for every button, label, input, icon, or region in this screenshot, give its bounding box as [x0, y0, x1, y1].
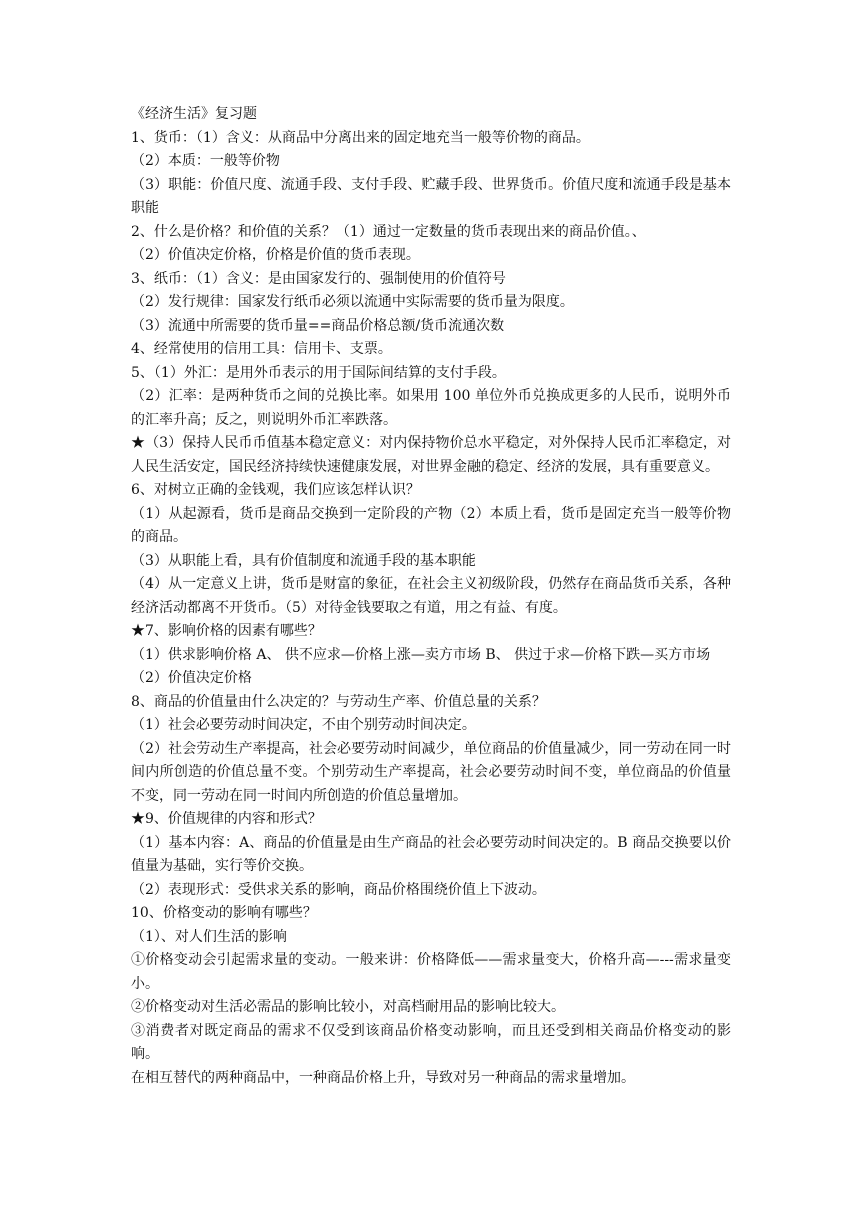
text-line: （1）从起源看，货币是商品交换到一定阶段的产物（2）本质上看，货币是固定充当一般等价物的商品。 [131, 505, 731, 545]
text-line: 6、对树立正确的金钱观，我们应该怎样认识？ [131, 482, 420, 498]
text-line: 在相互替代的两种商品中，一种商品价格上升，导致对另一种商品的需求量增加。 [131, 1069, 635, 1086]
text-line: ③消费者对既定商品的需求不仅受到该商品价格变动影响，而且还受到相关商品价格变动的影响。 [131, 1022, 731, 1062]
text-line: （2）发行规律：国家发行纸币必须以流通中实际需要的货币量为限度。 [131, 294, 574, 310]
text-line: （1）供求影响价格 A、 供不应求—价格上涨—卖方市场 B、 供过于求—价格下跌—买方市场 [131, 646, 711, 663]
text-line: 4、经常使用的信用工具：信用卡、支票。 [131, 341, 392, 357]
text-line: （2）表现形式：受供求关系的影响，商品价格围绕价值上下波动。 [131, 881, 546, 898]
text-line: 3、纸币：（1）含义：是由国家发行的、强制使用的价值符号 [131, 270, 506, 287]
document-page [131, 103, 731, 1090]
text-line: （1）基本内容：A、商品的价值量是由生产商品的社会必要劳动时间决定的。B 商品交换要以价值量为基础，实行等价交换。 [131, 834, 731, 874]
text-line: （2）汇率：是两种货币之间的兑换比率。如果用 100 单位外币兑换成更多的人民币，说明外币的汇率升高；反之，则说明外币汇率跌落。 [131, 388, 731, 428]
document-title: 《经济生活》复习题 [131, 106, 257, 122]
text-line: （4）从一定意义上讲，货币是财富的象征，在社会主义初级阶段，仍然存在商品货币关系，各种经济活动都离不开货币。（5）对待金钱要取之有道，用之有益、有度。 [131, 576, 731, 616]
text-line: （2）价值决定价格，价格是价值的货币表现。 [131, 247, 420, 263]
text-line: （3）职能：价值尺度、流通手段、支付手段、贮藏手段、世界货币。价值尺度和流通手段是基本职能 [131, 176, 731, 216]
text-line: （2）本质：一般等价物 [131, 153, 280, 169]
text-line: （2）价值决定价格 [131, 670, 252, 686]
text-line: ②价格变动对生活必需品的影响比较小，对高档耐用品的影响比较大。 [131, 999, 565, 1015]
text-line: （2）社会劳动生产率提高，社会必要劳动时间减少，单位商品的价值量减少，同一劳动在同一时间内所创造的价值总量不变。个别劳动生产率提高，社会必要劳动时间不变，单位商品的价值量不变，同一劳动在同一时间内所创造的价值总量增加。 [131, 740, 731, 804]
text-line: 2、什么是价格？和价值的关系？（1）通过一定数量的货币表现出来的商品价值。、 [131, 223, 646, 240]
text-line: ★9、价值规律的内容和形式？ [131, 811, 322, 827]
text-line: （1）、对人们生活的影响 [131, 928, 287, 945]
text-line: 8、商品的价值量由什么决定的？与劳动生产率、价值总量的关系？ [131, 693, 546, 710]
text-line: （1）社会必要劳动时间决定，不由个别劳动时间决定。 [131, 717, 476, 733]
text-line: （3）流通中所需要的货币量==商品价格总额/货币流通次数 [131, 317, 505, 334]
text-line: （3）从职能上看，具有价值制度和流通手段的基本职能 [131, 552, 476, 569]
text-line: 10、价格变动的影响有哪些？ [131, 905, 317, 921]
text-line: ★（3）保持人民币币值基本稳定意义：对内保持物价总水平稳定，对外保持人民币汇率稳定，对人民生活安定，国民经济持续快速健康发展，对世界金融的稳定、经济的发展，具有重要意义。 [131, 435, 731, 475]
text-line: 5、（1）外汇：是用外币表示的用于国际间结算的支付手段。 [131, 364, 506, 381]
text-line: ★7、影响价格的因素有哪些？ [131, 623, 322, 639]
text-line: ①价格变动会引起需求量的变动。一般来讲：价格降低——需求量变大，价格升高—---需求量变小。 [131, 952, 731, 992]
text-line: 1、货币：（1）含义：从商品中分离出来的固定地充当一般等价物的商品。 [131, 129, 590, 146]
